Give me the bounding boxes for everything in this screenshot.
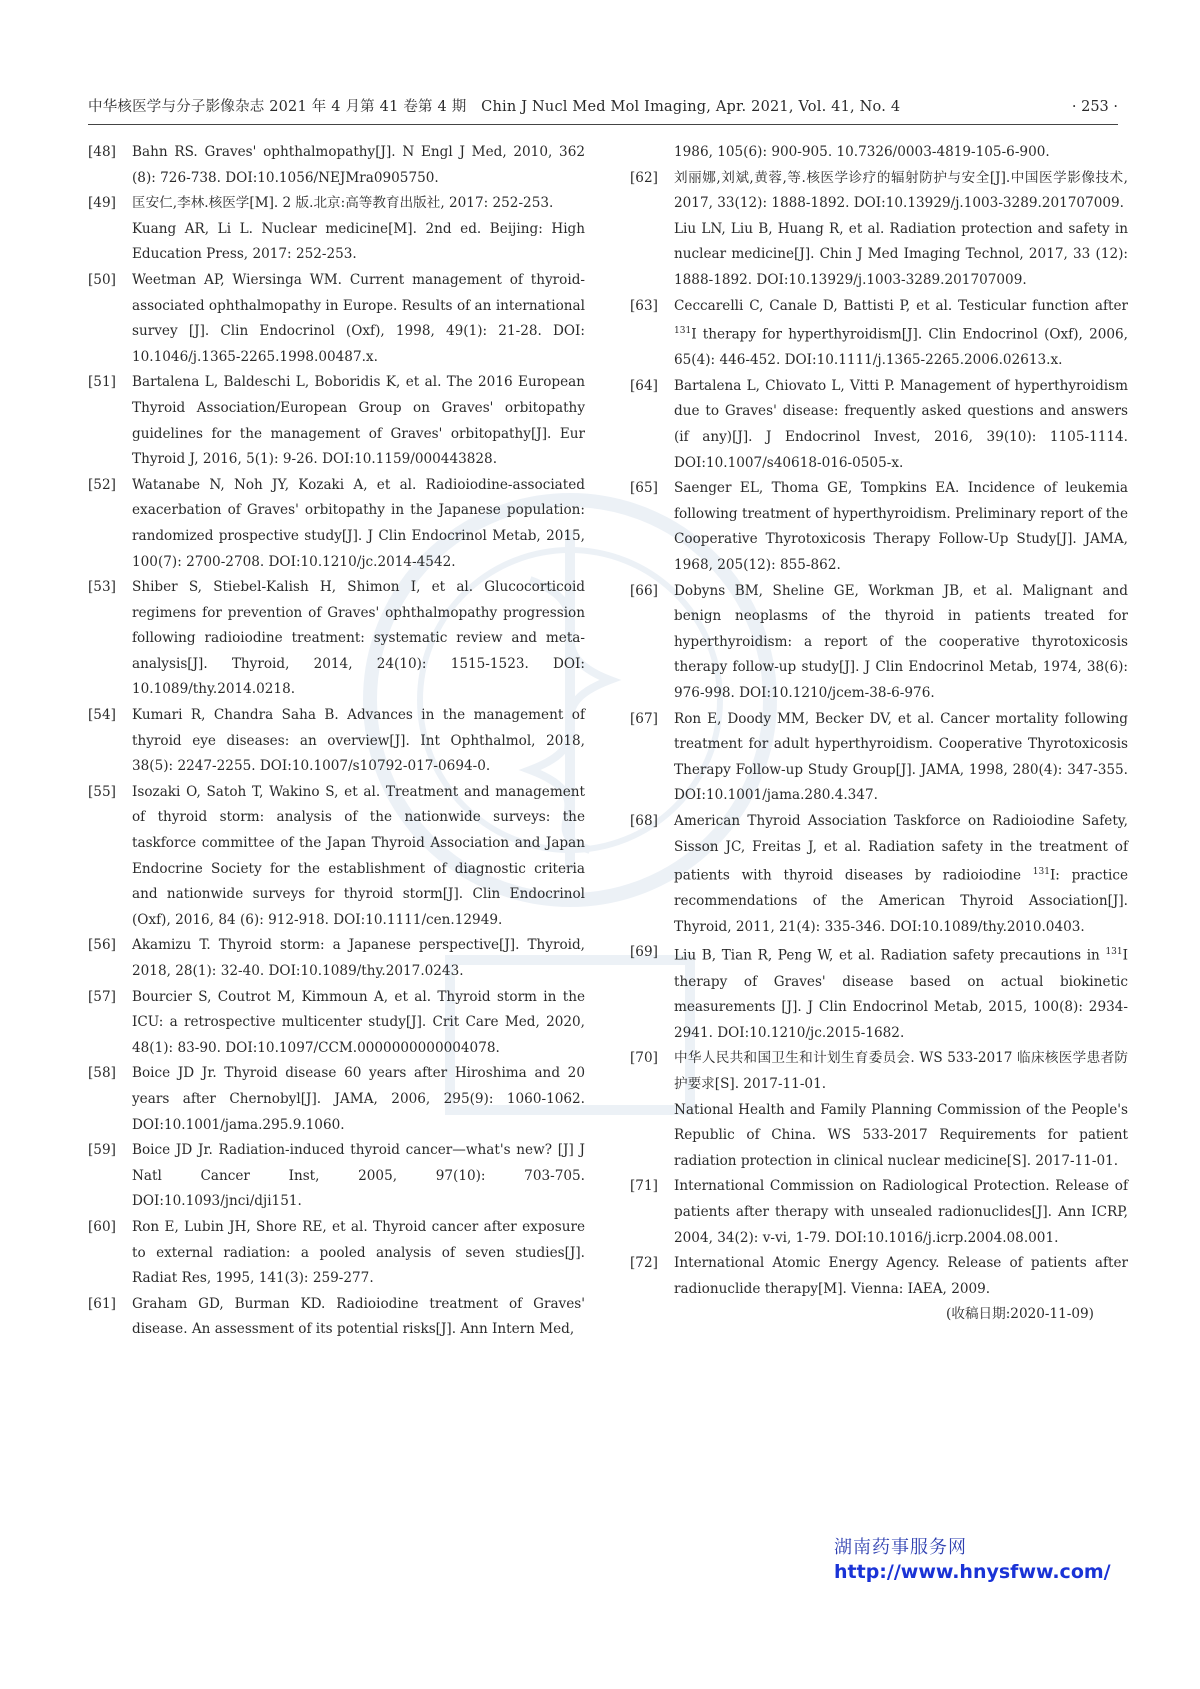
reference-number: [56]: [88, 937, 116, 954]
reference-text: Boice JD Jr. Thyroid disease 60 years after Hiroshima and 20 years after Chernobyl[J]. JAMA, 2006, 295(9): 1060-1062. DOI:10.1001/jama.295.9.1060.: [132, 1065, 585, 1133]
reference-number: [62]: [630, 169, 658, 186]
reference-english-translation: Kuang AR, Li L. Nuclear medicine[M]. 2nd ed. Beijing: High Education Press, 2017: 252-253.: [132, 220, 585, 263]
reference-entry: [88, 191, 585, 268]
reference-entry: [88, 1061, 585, 1138]
reference-entry: [630, 294, 1128, 374]
reference-entry: [88, 703, 585, 780]
reference-continuation: 1986, 105(6): 900-905. 10.7326/0003-4819-105-6-900.: [674, 144, 1050, 160]
reference-number: [69]: [630, 944, 658, 961]
reference-text: Saenger EL, Thoma GE, Tompkins EA. Incidence of leukemia following treatment of hyperthyroidism. Preliminary report of the Cooperative Thyrotoxicosis Therapy Follow-Up Study[J]. JAMA, 1968, 205(12): 855-862.: [674, 480, 1128, 574]
reference-text-part: I therapy of Graves' disease based on actual biokinetic measurements [J]. J Clin Endocrinol Metab, 2015, 100(8): 2934-2941. DOI:10.1210/jc.2015-1682.: [674, 948, 1128, 1041]
reference-number: [60]: [88, 1218, 116, 1235]
reference-text: Kumari R, Chandra Saha B. Advances in the management of thyroid eye diseases: an overview[J]. Int Ophthalmol, 2018, 38(5): 2247-2255. DOI:10.1007/s10792-017-0694-0.: [132, 707, 585, 775]
reference-text-part: Ceccarelli C, Canale D, Battisti P, et al. Testicular function after: [674, 297, 1128, 314]
reference-number: [53]: [88, 579, 116, 596]
reference-number: [52]: [88, 476, 116, 493]
reference-entry: [88, 933, 585, 984]
reference-number: [66]: [630, 582, 658, 599]
reference-number: [55]: [88, 783, 116, 800]
reference-entry: [88, 140, 585, 191]
reference-text: Ron E, Doody MM, Becker DV, et al. Cancer mortality following treatment for adult hyperthyroidism. Cooperative Thyrotoxicosis Therapy Follow-up Study Group[J]. JAMA, 1998, 280(4): 347-355. DOI:10.1001/jama.280.4.347.: [674, 710, 1128, 804]
reference-text-part: American Thyroid Association Taskforce on Radioiodine Safety, Sisson JC, Freitas J, et al. Radiation safety in the treatment of patients with thyroid diseases by radioiodine: [674, 812, 1128, 884]
reference-entry: [630, 809, 1128, 941]
reference-entry: [630, 1174, 1128, 1251]
reference-number: [67]: [630, 710, 658, 727]
reference-text: Graham GD, Burman KD. Radioiodine treatment of Graves' disease. An assessment of its potential risks[J]. Ann Intern Med,: [132, 1295, 585, 1338]
isotope-superscript: 131: [1032, 867, 1050, 878]
reference-number: [59]: [88, 1142, 116, 1159]
reference-text-part: Liu B, Tian R, Peng W, et al. Radiation safety precautions in: [674, 948, 1106, 964]
reference-number: [48]: [88, 144, 116, 160]
reference-number: [49]: [88, 195, 116, 212]
reference-text: [674, 294, 1128, 374]
reference-entry: [88, 780, 585, 934]
reference-entry: [88, 575, 585, 703]
site-name: 湖南药事服务网: [834, 1537, 967, 1558]
reference-text: Akamizu T. Thyroid storm: a Japanese perspective[J]. Thyroid, 2018, 28(1): 32-40. DOI:10.1089/thy.2017.0243.: [132, 937, 585, 979]
references-right-column: [630, 140, 1128, 1328]
reference-number: [63]: [630, 297, 658, 314]
reference-text: International Atomic Energy Agency. Release of patients after radionuclide therapy[M]. Vienna: IAEA, 2009.: [674, 1255, 1128, 1297]
reference-number: [57]: [88, 988, 116, 1005]
reference-number: [65]: [630, 480, 658, 497]
reference-text: Bartalena L, Chiovato L, Vitti P. Management of hyperthyroidism due to Graves' disease: frequently asked questions and answers (if any)[J]. J Endocrinol Invest, 2016, 39(10): 1105-1114. DOI:10.1007/s40618-016-0505-x.: [674, 377, 1128, 471]
reference-entry: [630, 476, 1128, 578]
reference-text: [674, 940, 1128, 1046]
reference-text: Bartalena L, Baldeschi L, Boboridis K, et al. The 2016 European Thyroid Association/European Group on Graves' orbitopathy guidelines for the management of Graves' orbitopathy[J]. Eur Thyroid J, 2016, 5(1): 9-26. DOI:10.1159/000443828.: [132, 374, 585, 468]
reference-entry: [630, 374, 1128, 476]
reference-number: [50]: [88, 271, 116, 288]
reference-entry: [630, 166, 1128, 294]
reference-entry: [630, 579, 1128, 707]
reference-number: [58]: [88, 1065, 116, 1082]
reference-number: [70]: [630, 1050, 658, 1067]
header-rule: [88, 124, 1118, 125]
reference-number: [51]: [88, 374, 116, 391]
reference-number: [64]: [630, 377, 658, 394]
reference-text-part: I: practice recommendations of the American Thyroid Association[J]. Thyroid, 2011, 21(4): 335-346. DOI:10.1089/thy.2010.0403.: [674, 867, 1128, 935]
reference-text-part: I therapy for hyperthyroidism[J]. Clin Endocrinol (Oxf), 2006, 65(4): 446-452. DOI:10.1111/j.1365-2265.2006.02613.x.: [674, 326, 1128, 369]
reference-text: Ron E, Lubin JH, Shore RE, et al. Thyroid cancer after exposure to external radiation: a pooled analysis of seven studies[J]. Radiat Res, 1995, 141(3): 259-277.: [132, 1218, 585, 1287]
reference-text: 刘丽娜,刘斌,黄蓉,等.核医学诊疗的辐射防护与安全[J].中国医学影像技术, 2017, 33(12): 1888-1892. DOI:10.13929/j.1003-3289.201707009.: [674, 169, 1128, 212]
reference-text: 中华人民共和国卫生和计划生育委员会. WS 533-2017 临床核医学患者防护要求[S]. 2017-11-01.: [674, 1050, 1128, 1092]
site-url-link[interactable]: http://www.hnysfww.com/: [834, 1561, 1111, 1583]
reference-number: [72]: [630, 1255, 658, 1272]
reference-english-translation: Liu LN, Liu B, Huang R, et al. Radiation protection and safety in nuclear medicine[J]. Chin J Med Imaging Technol, 2017, 33 (12): 1888-1892. DOI:10.13929/j.1003-3289.201707009.: [674, 220, 1128, 288]
reference-text: Bourcier S, Coutrot M, Kimmoun A, et al. Thyroid storm in the ICU: a retrospective multicenter study[J]. Crit Care Med, 2020, 48(1): 83-90. DOI:10.1097/CCM.0000000000004078.: [132, 988, 585, 1056]
isotope-superscript: 131: [674, 326, 692, 337]
reference-number: [71]: [630, 1178, 658, 1195]
reference-entry: [88, 1292, 585, 1343]
reference-text: Weetman AP, Wiersinga WM. Current management of thyroid-associated ophthalmopathy in Europe. Results of an international survey [J]. Clin Endocrinol (Oxf), 1998, 49(1): 21-28. DOI: 10.1046/j.1365-2265.1998.00487.x.: [132, 271, 585, 365]
reference-entry: [88, 1215, 585, 1292]
reference-english-translation: National Health and Family Planning Commission of the People's Republic of China. WS 533-2017 Requirements for patient radiation protection in clinical nuclear medicine[S]. 2017-11-01.: [674, 1101, 1128, 1169]
received-date: (收稿日期:2020-11-09): [946, 1306, 1094, 1323]
site-footer: [834, 1536, 1111, 1584]
reference-text: International Commission on Radiological Protection. Release of patients after therapy with unsealed radionuclides[J]. Ann ICRP, 2004, 34(2): v-vi, 1-79. DOI:10.1016/j.icrp.2004.08.001.: [674, 1178, 1128, 1246]
isotope-superscript: 131: [1105, 947, 1123, 958]
references-left-column: [88, 140, 585, 1343]
reference-text: Isozaki O, Satoh T, Wakino S, et al. Treatment and management of thyroid storm: analysis of the nationwide surveys: the taskforce committee of the Japan Thyroid Association and Japan Endocrine Society for the establishment of diagnostic criteria and nationwide surveys for thyroid storm[J]. Clin Endocrinol (Oxf), 2016, 84 (6): 912-918. DOI:10.1111/cen.12949.: [132, 783, 585, 928]
reference-entry: [630, 940, 1128, 1046]
reference-text: Bahn RS. Graves' ophthalmopathy[J]. N Engl J Med, 2010, 362 (8): 726-738. DOI:10.1056/NEJMra0905750.: [132, 144, 585, 186]
reference-text: Watanabe N, Noh JY, Kozaki A, et al. Radioiodine-associated exacerbation of Graves' orbitopathy in the Japanese population: randomized prospective study[J]. J Clin Endocrinol Metab, 2015, 100(7): 2700-2708. DOI:10.1210/jc.2014-4542.: [132, 476, 585, 570]
reference-text: Dobyns BM, Sheline GE, Workman JB, et al. Malignant and benign neoplasms of the thyroid in patients treated for hyperthyroidism: a report of the cooperative thyrotoxicosis therapy follow-up study[J]. J Clin Endocrinol Metab, 1974, 38(6): 976-998. DOI:10.1210/jcem-38-6-976.: [674, 582, 1128, 701]
reference-entry: [88, 370, 585, 472]
reference-text: Boice JD Jr. Radiation-induced thyroid cancer—what's new? [J] J Natl Cancer Inst, 2005, 97(10): 703-705. DOI:10.1093/jnci/dji151.: [132, 1142, 585, 1210]
journal-citation: 中华核医学与分子影像杂志 2021 年 4 月第 41 卷第 4 期 Chin J Nucl Med Mol Imaging, Apr. 2021, Vol. 41, No. 4: [88, 99, 901, 115]
reference-text: 匡安仁,李林.核医学[M]. 2 版.北京:高等教育出版社, 2017: 252-253.: [132, 195, 554, 212]
running-header: [88, 97, 1118, 119]
reference-number: [68]: [630, 812, 658, 829]
reference-number: [54]: [88, 707, 116, 724]
reference-entry: [88, 985, 585, 1062]
reference-entry: [88, 473, 585, 575]
reference-entry: [88, 268, 585, 370]
reference-entry: [630, 1046, 1128, 1174]
reference-entry: [88, 1138, 585, 1215]
reference-text: Shiber S, Stiebel-Kalish H, Shimon I, et al. Glucocorticoid regimens for prevention of Graves' ophthalmopathy progression following radioiodine treatment: systematic review and meta-analysis[J]. Thyroid, 2014, 24(10): 1515-1523. DOI: 10.1089/thy.2014.0218.: [132, 579, 585, 698]
page-number: · 253 ·: [1071, 99, 1118, 115]
reference-entry: [630, 707, 1128, 809]
reference-entry: [630, 1251, 1128, 1302]
reference-text: [674, 809, 1128, 941]
reference-number: [61]: [88, 1295, 116, 1312]
